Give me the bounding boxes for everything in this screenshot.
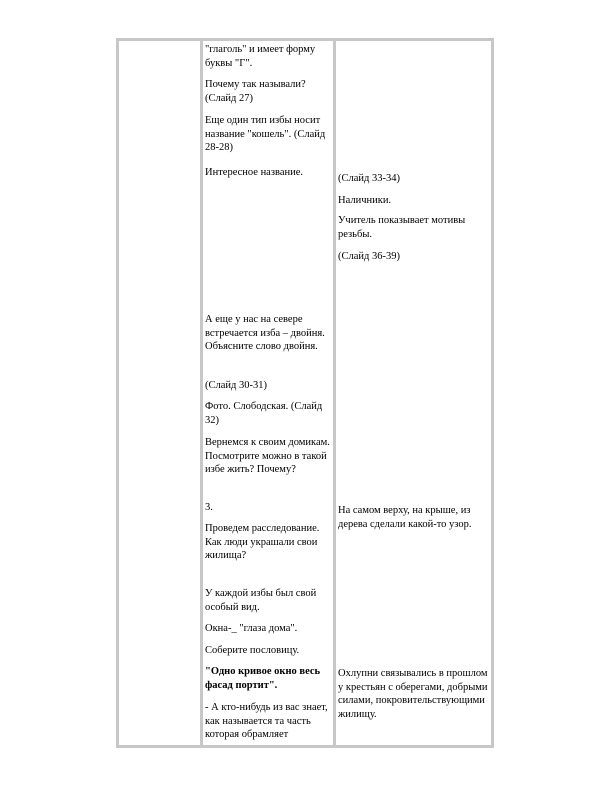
col3-paragraph: На самом верху, на крыше, из дерева сделали какой-то узор. — [338, 505, 472, 530]
column-divider — [333, 41, 336, 745]
col3-paragraph: Охлупни связывались в прошлом у крестьян с оберегами, добрыми силами, покровительствующими жилищу. — [338, 668, 488, 720]
col2-paragraph: (Слайд 30-31) — [205, 380, 267, 391]
col2-paragraph: Еще один тип избы носит название "кошель". (Слайд 28-28) — [205, 115, 326, 153]
col2-paragraph: Почему так называли? (Слайд 27) — [205, 79, 306, 104]
col2-paragraph: Соберите пословицу. — [205, 645, 300, 656]
col2-paragraph: 3. — [205, 502, 213, 513]
col2-paragraph: Вернемся к своим домикам. Посмотрите можно в такой избе жить? Почему? — [205, 437, 330, 475]
col3-paragraph: Наличники. — [338, 195, 392, 206]
col2-paragraph: А еще у нас на севере встречается изба – двойня. Объясните слово двойня. — [205, 314, 325, 352]
col3-paragraph: Учитель показывает мотивы резьбы. — [338, 215, 466, 240]
col2-paragraph: Интересное название. — [205, 167, 303, 178]
col3-paragraph: (Слайд 36-39) — [338, 251, 400, 262]
col2-paragraph: "глаголь" и имеет форму буквы "Г". — [205, 44, 316, 69]
col3-paragraph: (Слайд 33-34) — [338, 173, 400, 184]
col2-paragraph: Проведем расследование. Как люди украшали свои жилища? — [205, 523, 320, 561]
proverb-text: "Одно кривое окно весь фасад портит". — [205, 666, 321, 691]
col2-paragraph: - А кто-нибудь из вас знает, как называется та часть которая обрамляет — [205, 702, 328, 740]
col2-paragraph: У каждой избы был свой особый вид. — [205, 588, 317, 613]
lesson-table — [116, 38, 494, 748]
col2-paragraph: Окна-_ "глаза дома". — [205, 623, 298, 634]
column-divider — [200, 41, 203, 745]
col2-paragraph: Фото. Слободская. (Слайд 32) — [205, 401, 323, 426]
